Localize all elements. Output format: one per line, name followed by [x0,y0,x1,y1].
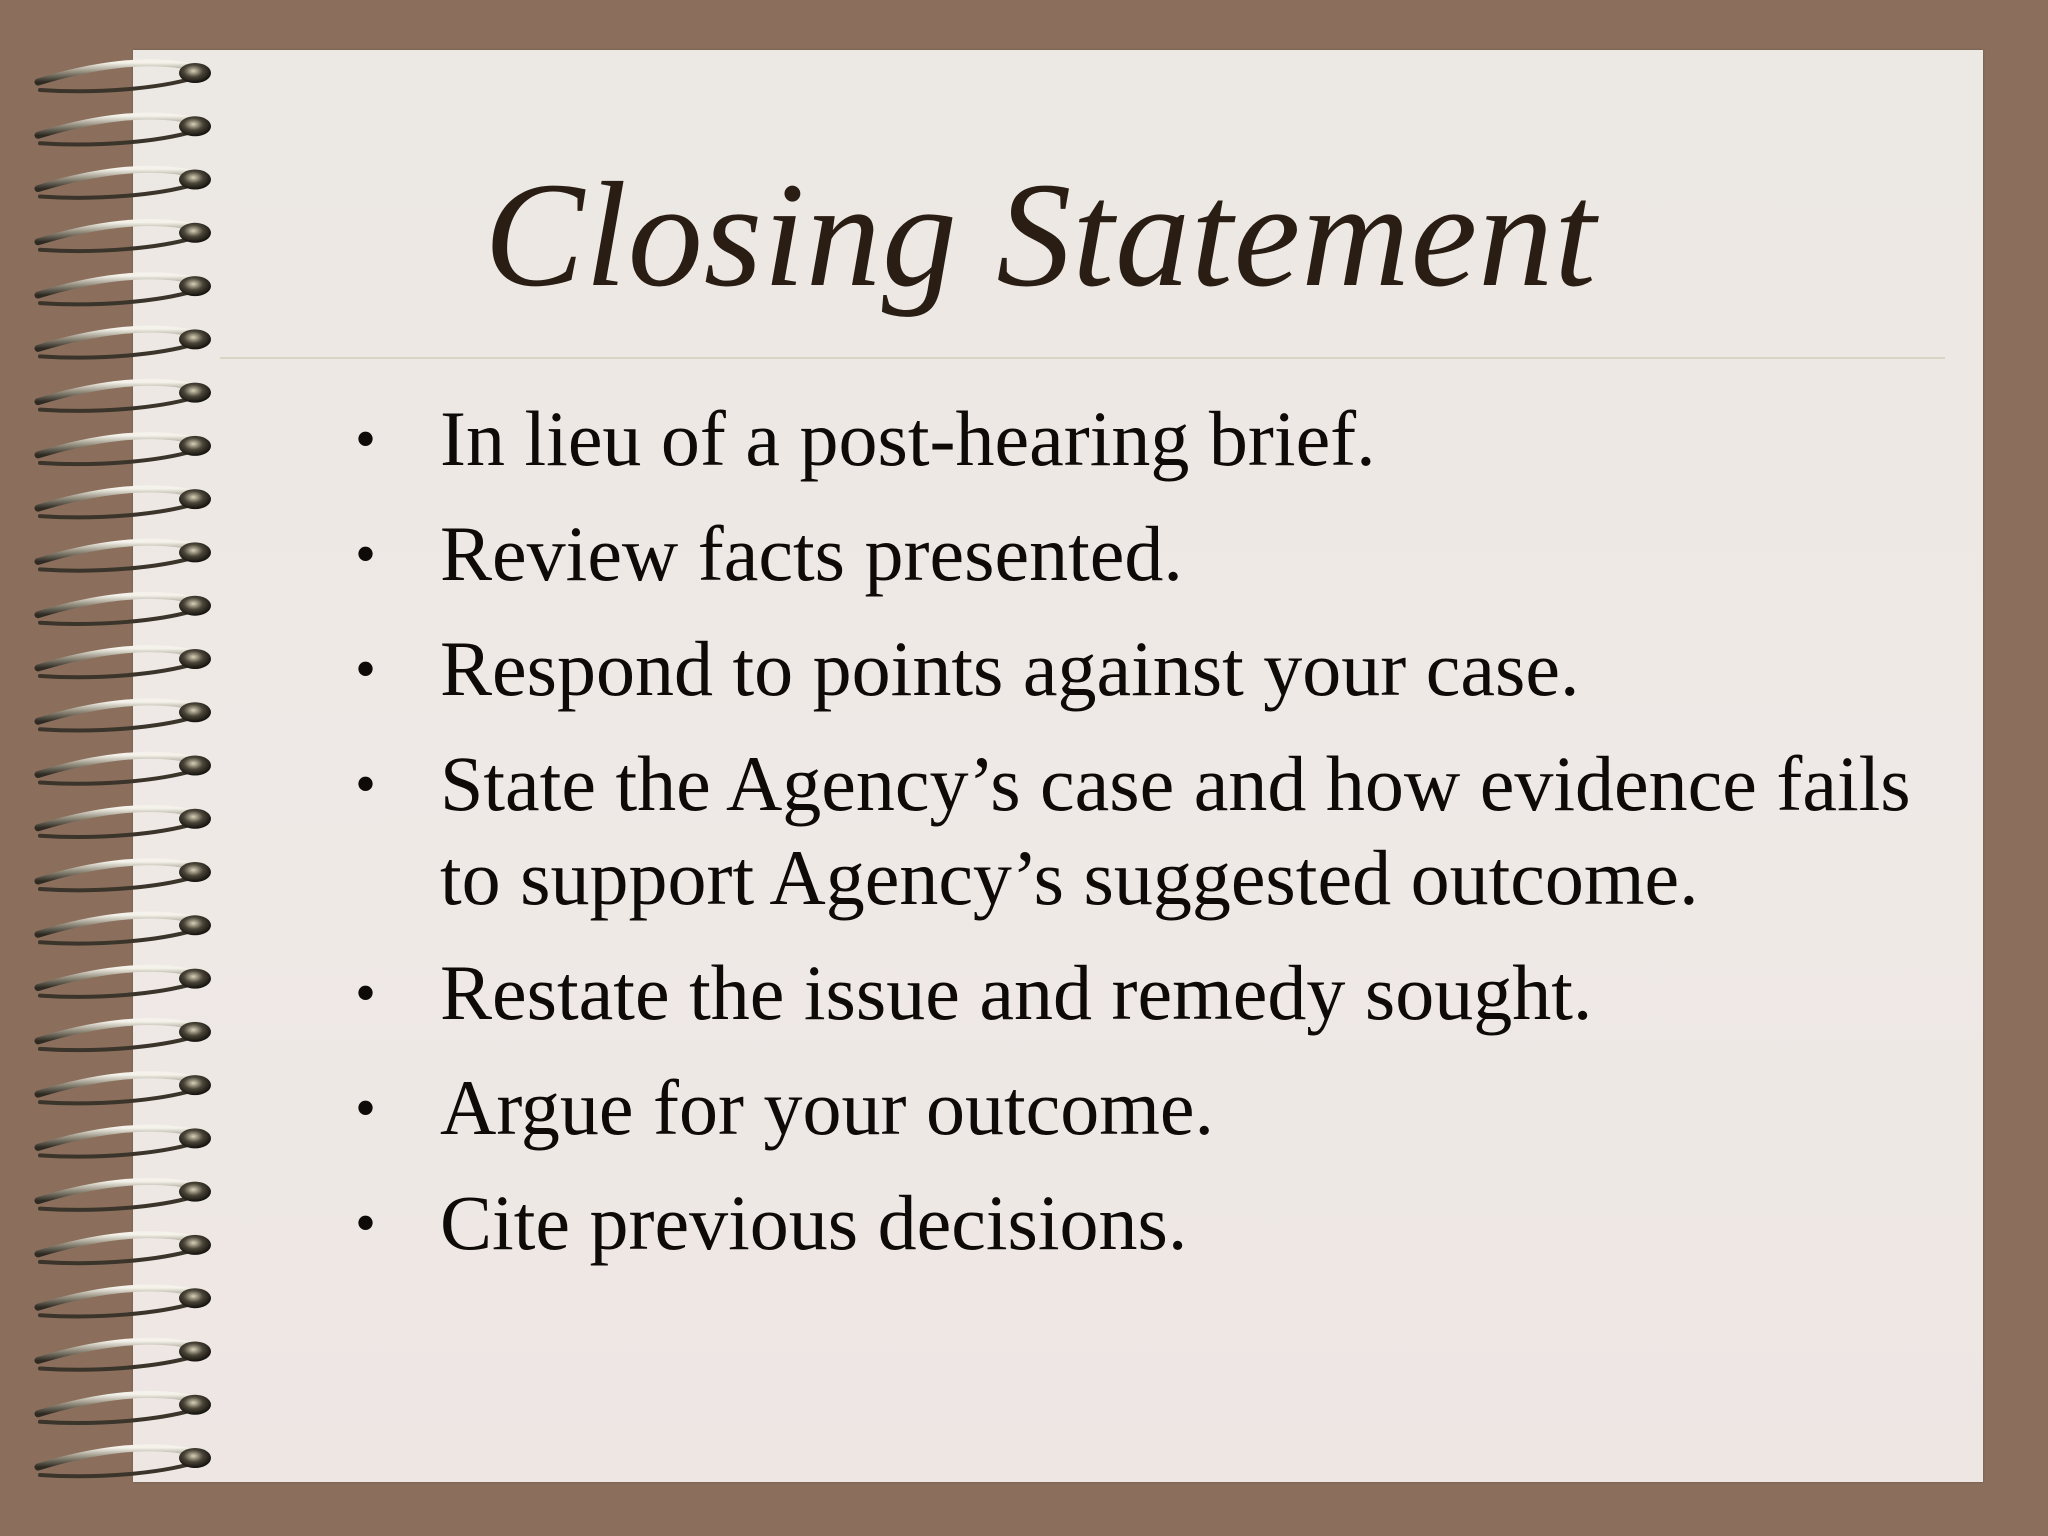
bullet-item [355,507,1955,601]
binding-ring [38,489,211,518]
binding-ring [38,436,211,465]
binding-ring [38,1341,211,1370]
bullet-item [355,946,1955,1040]
slide-title: Closing Statement [484,152,1597,318]
binding-ring [38,1448,211,1477]
binding-ring [38,1235,211,1264]
binding-ring [38,1128,211,1157]
binding-ring [38,702,211,731]
binding-ring [38,63,211,92]
bullet-text: Review facts presented. [440,510,1183,597]
bullet-text: Argue for your outcome. [440,1064,1215,1151]
binding-ring [38,808,211,837]
title-divider [220,357,1945,359]
binding-ring [38,915,211,944]
bullet-item [355,1061,1955,1155]
binding-ring [38,862,211,891]
bullet-dot: • [355,636,377,702]
bullet-item [355,737,1955,925]
binding-ring [38,968,211,997]
binding-ring [38,755,211,784]
bullet-dot: • [355,521,377,587]
bullet-dot: • [355,406,377,472]
bullet-dot: • [355,1075,377,1141]
binding-ring [38,595,211,624]
bullet-list [355,392,1955,1291]
binding-ring [38,649,211,678]
bullet-dot: • [355,751,377,817]
binding-ring [38,1022,211,1051]
bullet-item [355,1176,1955,1270]
bullet-item [355,622,1955,716]
bullet-dot: • [355,960,377,1026]
bullet-item [355,392,1955,486]
bullet-text: Restate the issue and remedy sought. [440,949,1593,1036]
binding-ring [38,542,211,571]
binding-ring [38,1075,211,1104]
bullet-dot: • [355,1190,377,1256]
bullet-text: Respond to points against your case. [440,625,1580,712]
binding-ring [38,1288,211,1317]
binding-ring [38,1181,211,1210]
bullet-text: In lieu of a post-hearing brief. [440,395,1376,482]
binding-ring [38,116,211,145]
binding-ring [38,329,211,358]
binding-ring [38,1394,211,1423]
binding-ring [38,382,211,411]
bullet-text: State the Agency’s case and how evidence fails to support Agency’s suggested outcome. [440,740,1911,921]
bullet-text: Cite previous decisions. [440,1179,1188,1266]
